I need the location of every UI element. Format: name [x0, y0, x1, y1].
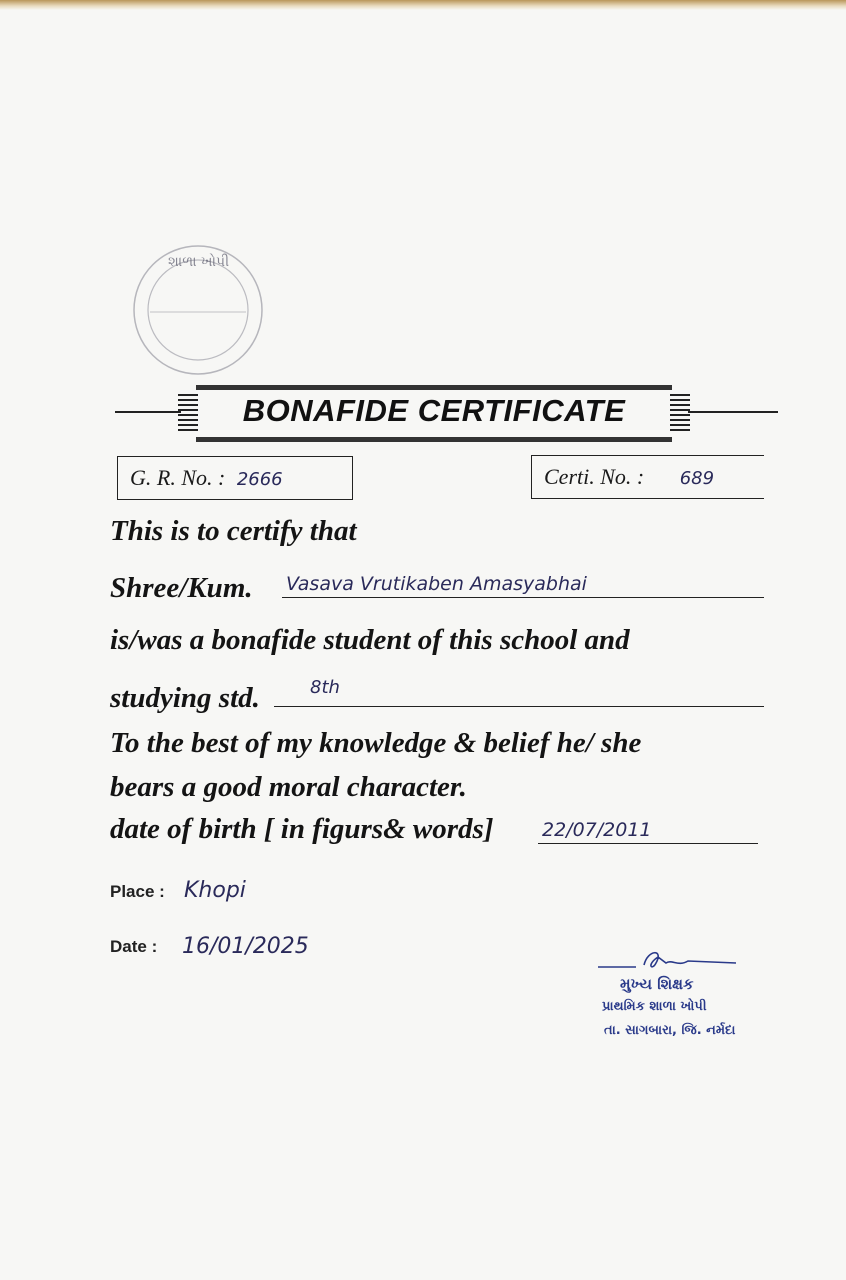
std-value: 8th — [310, 677, 340, 698]
banner-bottom-bar — [196, 437, 672, 442]
stamp-text: શાળા ખોપી — [168, 254, 230, 270]
date-value: 16/01/2025 — [182, 934, 309, 959]
gr-number-label: G. R. No. : — [130, 465, 226, 490]
std-blank — [274, 676, 764, 707]
student-status-line: is/was a bonafide student of this school and — [110, 624, 630, 656]
name-label: Shree/Kum. — [110, 572, 253, 604]
banner-rule-left — [115, 411, 181, 413]
place-value: Khopi — [184, 878, 246, 903]
signature-scribble — [596, 945, 776, 975]
certificate-banner — [178, 385, 690, 442]
headmaster-title: મુખ્ય શિક્ષક — [620, 975, 694, 993]
school-stamp — [128, 240, 268, 380]
dob-blank — [538, 813, 758, 844]
name-blank — [282, 567, 764, 598]
certificate-title: BONAFIDE CERTIFICATE — [242, 393, 626, 428]
date-label: Date : — [110, 937, 158, 956]
std-label: studying std. — [110, 682, 260, 714]
certificate-number-value: 689 — [679, 468, 715, 489]
certificate-number-label: Certi. No. : — [544, 464, 645, 489]
dob-value: 22/07/2011 — [542, 819, 652, 841]
certificate-number-box — [531, 455, 764, 499]
place-label: Place : — [110, 882, 165, 901]
character-line: bears a good moral character. — [110, 771, 467, 803]
knowledge-line: To the best of my knowledge & belief he/ she — [110, 727, 642, 759]
headmaster-signature-block — [596, 945, 776, 1045]
banner-rule-right — [688, 411, 778, 413]
school-address: તા. સાગબારા, જિ. નર્મદા — [604, 1023, 736, 1038]
school-name: પ્રાથમિક શાળા ખોપી — [602, 999, 707, 1014]
banner-top-bar — [196, 385, 672, 390]
certify-line: This is to certify that — [110, 515, 357, 547]
banner-stripes-left — [178, 394, 198, 432]
banner-stripes-right — [670, 394, 690, 432]
gr-number-value: 2666 — [236, 469, 283, 490]
student-name-value: Vasava Vrutikaben Amasyabhai — [286, 573, 587, 595]
top-edge — [0, 0, 846, 10]
gr-number-box — [117, 456, 353, 500]
dob-label: date of birth [ in figurs& words] — [110, 813, 494, 845]
